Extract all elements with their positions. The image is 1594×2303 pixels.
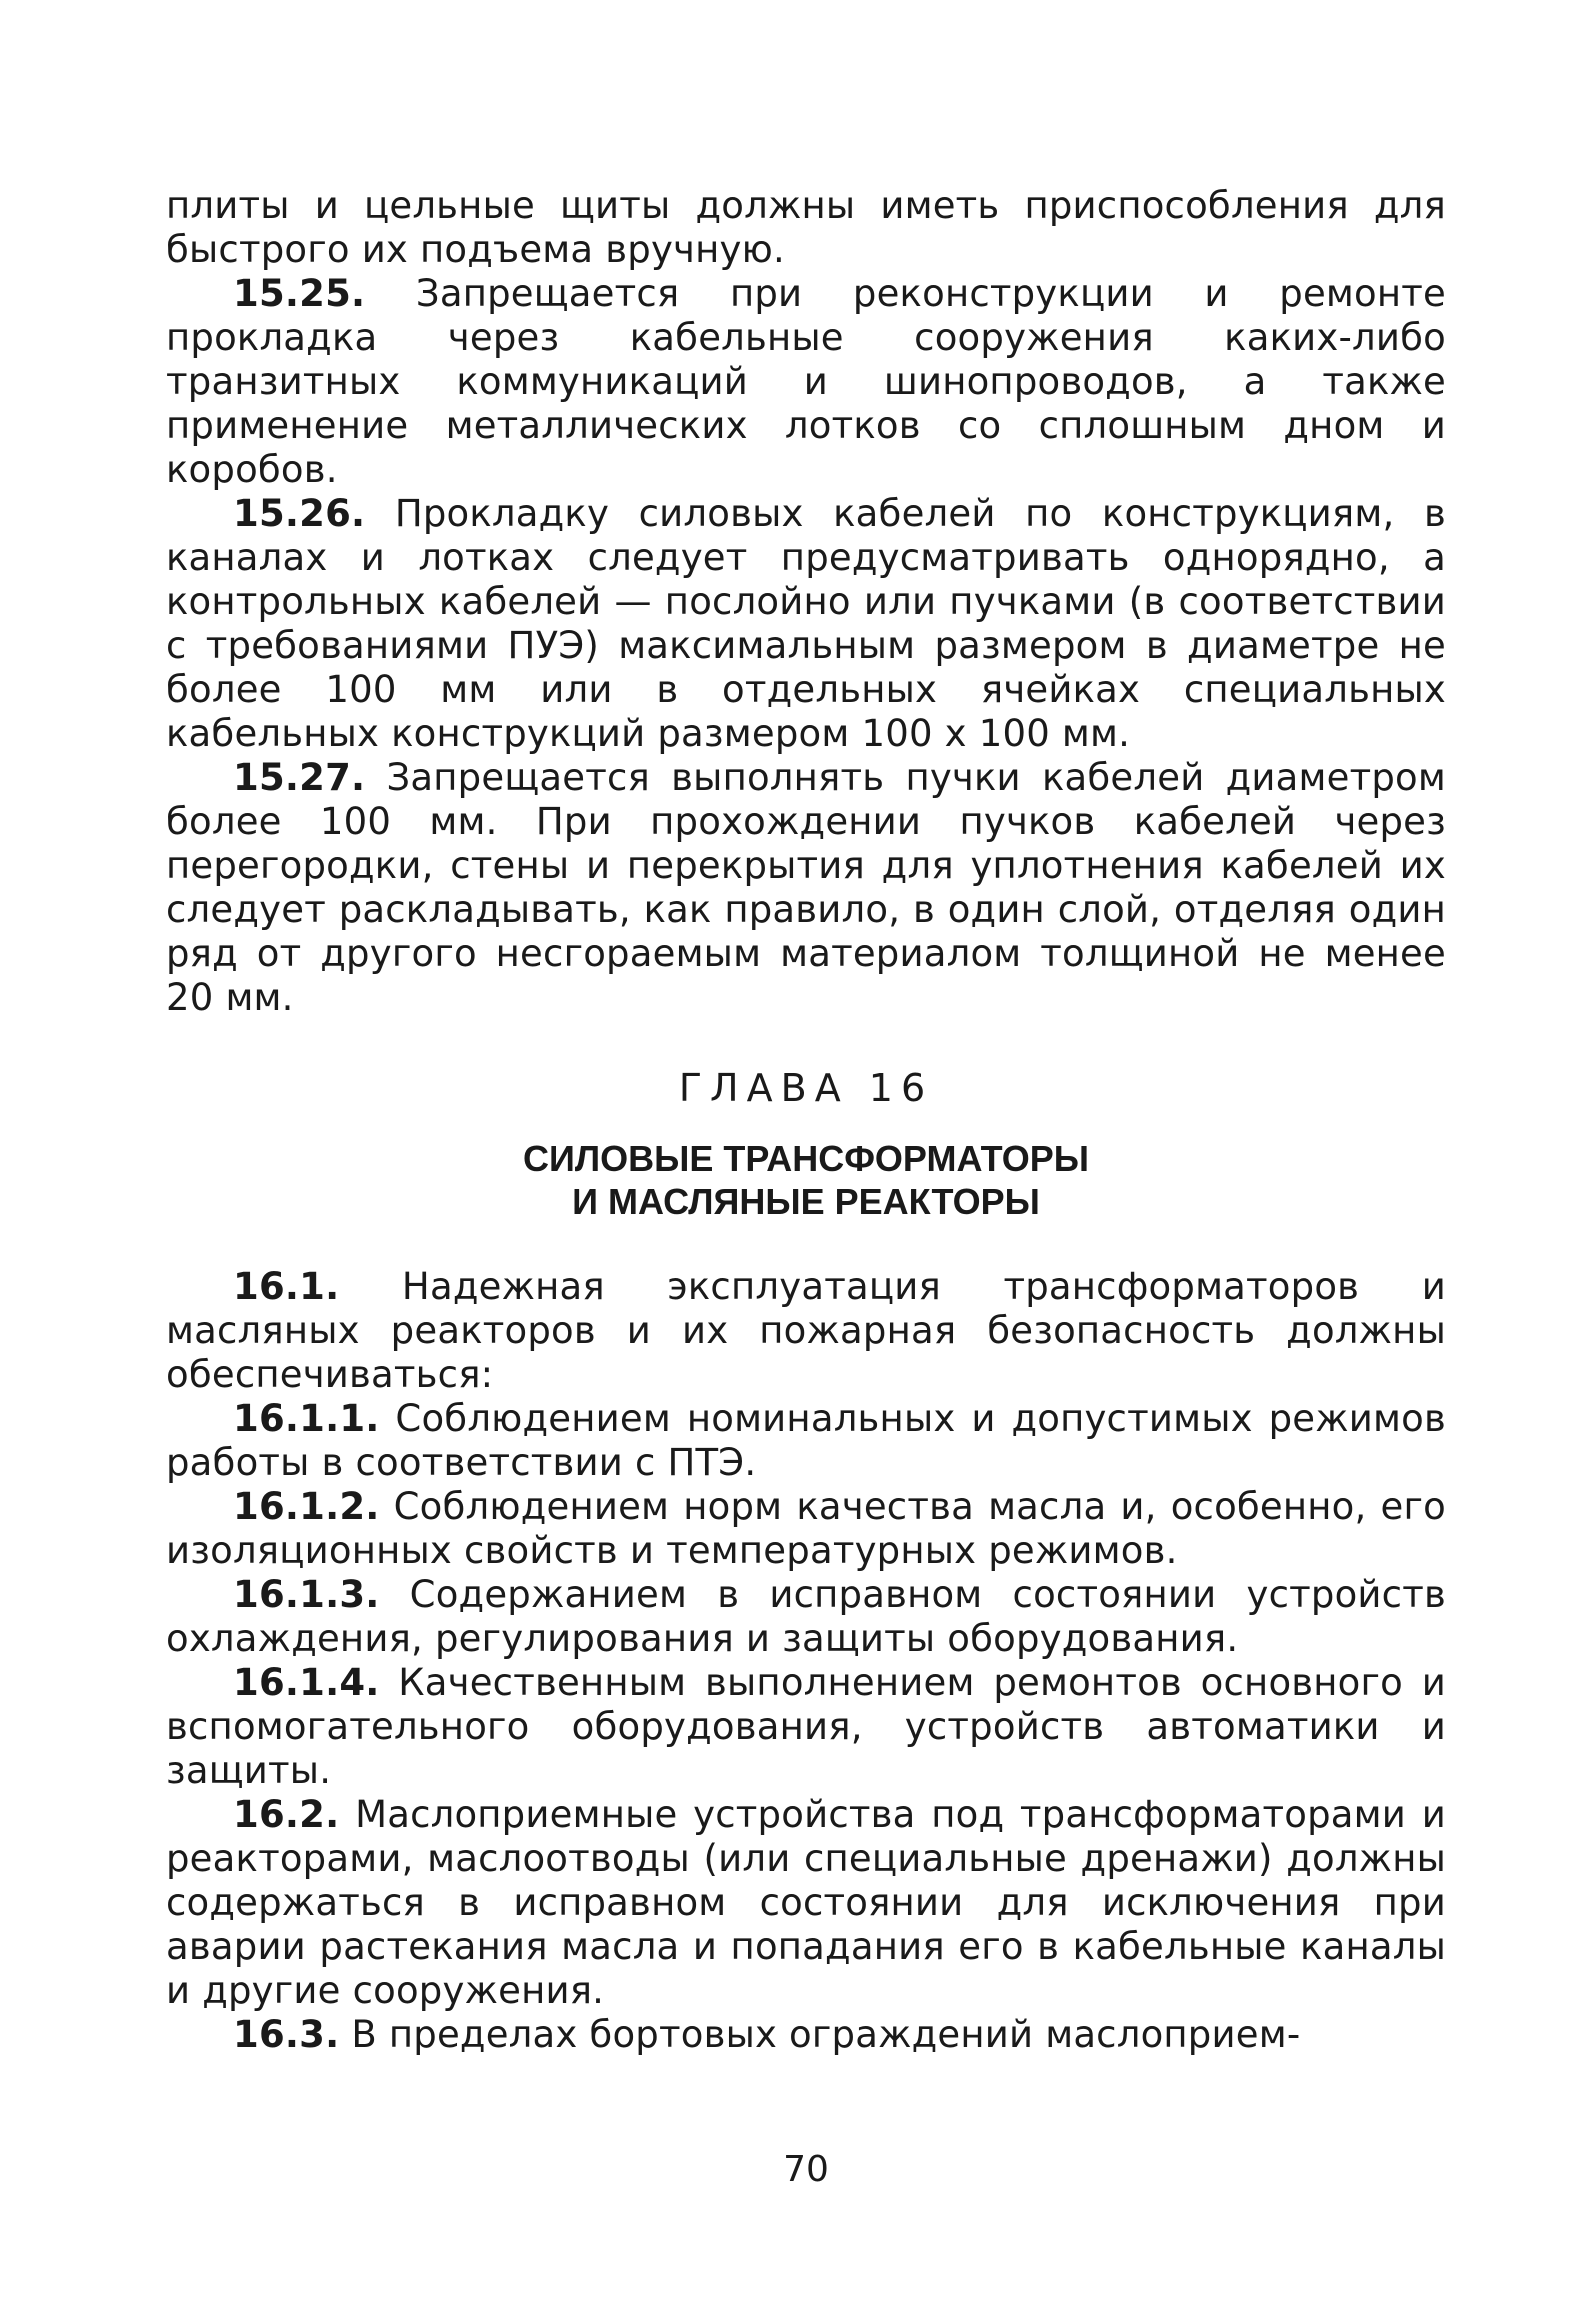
paragraph-number: 15.25. xyxy=(233,272,366,315)
paragraph-16-1 xyxy=(166,1265,1446,1397)
paragraph-16-2 xyxy=(166,1793,1446,2013)
paragraph-text: В пределах бортовых ограждений маслоприем- xyxy=(339,2013,1301,2056)
paragraph-number: 16.1. xyxy=(233,1265,340,1308)
paragraph-number: 15.26. xyxy=(233,492,366,535)
page-number: 70 xyxy=(783,2149,829,2190)
paragraph-text: Запрещается при реконструкции и ремонте прокладка через кабельные сооружения каких-либо транзитных коммуникаций и шинопроводов, а также применение металлических лотков со сплошным дном и коробов. xyxy=(166,272,1446,491)
paragraph-text: Содержанием в исправном состоянии устройств охлаждения, регулирования и защиты оборудования. xyxy=(166,1573,1446,1660)
text-block-section-15 xyxy=(166,184,1446,1020)
chapter-label: ГЛАВА 16 xyxy=(678,1066,934,1110)
chapter-title xyxy=(166,1137,1446,1223)
paragraph-number: 15.27. xyxy=(233,756,366,799)
paragraph-number: 16.3. xyxy=(233,2013,340,2056)
paragraph-15-26 xyxy=(166,492,1446,756)
paragraph-16-1-1 xyxy=(166,1397,1446,1485)
paragraph-text: Маслоприемные устройства под трансформаторами и реакторами, маслоотводы (или специальные дренажи) должны содержаться в исправном состоянии для исключения при аварии растекания масла и попадания его в кабельные каналы и другие сооружения. xyxy=(166,1793,1446,2012)
paragraph-text: плиты и цельные щиты должны иметь приспособления для быстрого их подъема вручную. xyxy=(166,184,1446,271)
paragraph-number: 16.1.3. xyxy=(233,1573,380,1616)
paragraph-15-25 xyxy=(166,272,1446,492)
paragraph-15-27 xyxy=(166,756,1446,1020)
paragraph-16-3 xyxy=(166,2013,1446,2057)
paragraph-number: 16.1.4. xyxy=(233,1661,380,1704)
paragraph-continuation xyxy=(166,184,1446,272)
chapter-title-line: И МАСЛЯНЫЕ РЕАКТОРЫ xyxy=(572,1181,1040,1222)
paragraph-16-1-3 xyxy=(166,1573,1446,1661)
paragraph-text: Надежная эксплуатация трансформаторов и масляных реакторов и их пожарная безопасность должны обеспечиваться: xyxy=(166,1265,1446,1396)
paragraph-text: Соблюдением номинальных и допустимых режимов работы в соответствии с ПТЭ. xyxy=(166,1397,1446,1484)
paragraph-number: 16.1.2. xyxy=(233,1485,380,1528)
paragraph-text: Качественным выполнением ремонтов основного и вспомогательного оборудования, устройств автоматики и защиты. xyxy=(166,1661,1446,1792)
paragraph-number: 16.1.1. xyxy=(233,1397,380,1440)
chapter-title-line: СИЛОВЫЕ ТРАНСФОРМАТОРЫ xyxy=(522,1138,1090,1179)
paragraph-text: Соблюдением норм качества масла и, особенно, его изоляционных свойств и температурных режимов. xyxy=(166,1485,1446,1572)
paragraph-number: 16.2. xyxy=(233,1793,340,1836)
paragraph-text: Прокладку силовых кабелей по конструкциям, в каналах и лотках следует предусматривать однорядно, а контрольных кабелей — послойно или пучками (в соответствии с требованиями ПУЭ) максимальным размером в диаметре не более 100 мм или в отдельных ячейках специальных кабельных конструкций размером 100 х 100 мм. xyxy=(166,492,1446,755)
paragraph-text: Запрещается выполнять пучки кабелей диаметром более 100 мм. При прохождении пучков кабелей через перегородки, стены и перекрытия для уплотнения кабелей их следует раскладывать, как правило, в один слой, отделяя один ряд от другого несгораемым материалом толщиной не менее 20 мм. xyxy=(166,756,1446,1019)
paragraph-16-1-4 xyxy=(166,1661,1446,1793)
paragraph-16-1-2 xyxy=(166,1485,1446,1573)
text-block-section-16 xyxy=(166,1265,1446,2057)
